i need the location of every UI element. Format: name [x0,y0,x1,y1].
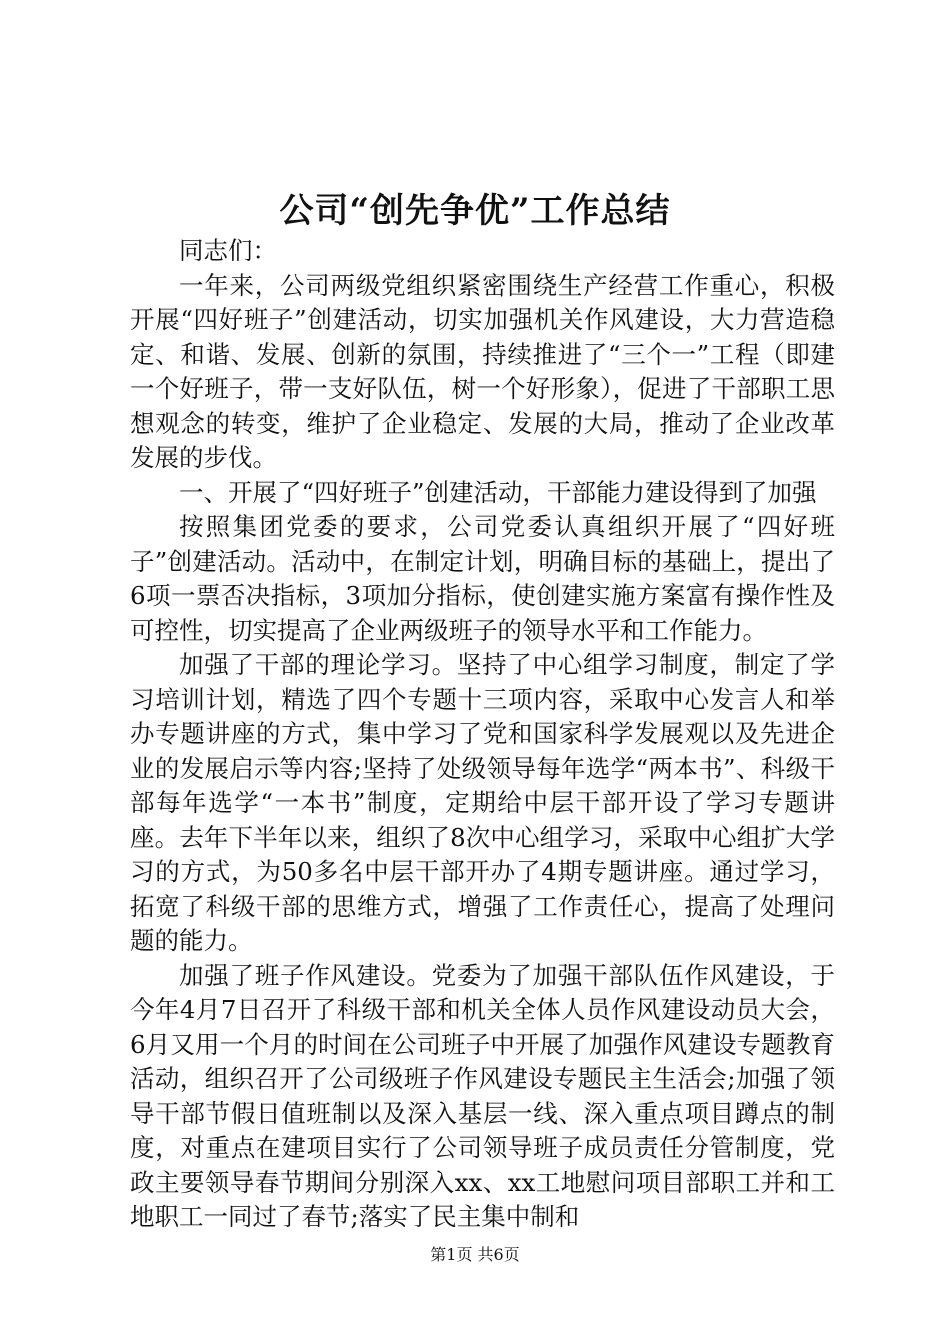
salutation-paragraph: 同志们： [179,236,277,265]
body-paragraph: 加强了干部的理论学习。坚持了中心组学习制度，制定了学习培训计划，精选了四个专题十三项内容，采取中心发言人和举办专题讲座的方式，集中学习了党和国家科学发展观以及先进企业的发展启示等内容;坚持了处级领导每年选学“两本书”、科级干部每年选学“一本书”制度，定期给中层干部开设了学习专题讲座。去年下半年以来，组织了8次中心组学习，采取中心组扩大学习的方式，为50多名中层干部开办了4期专题讲座。通过学习，拓宽了科级干部的思维方式，增强了工作责任心，提高了处理问题的能力。 [130,650,835,955]
intro-paragraph: 一年来，公司两级党组织紧密围绕生产经营工作重心，积极开展“四好班子”创建活动，切实加强机关作风建设，大力营造稳定、和谐、发展、创新的氛围，持续推进了“三个一”工程（即建一个好班子，带一支好队伍，树一个好形象），促进了干部职工思想观念的转变，维护了企业稳定、发展的大局，推动了企业改革发展的步伐。 [130,270,835,472]
section-heading-1: 一、开展了“四好班子”创建活动，干部能力建设得到了加强 [179,477,817,507]
body-paragraph: 按照集团党委的要求，公司党委认真组织开展了“四好班子”创建活动。活动中，在制定计划，明确目标的基础上，提出了6项一票否决指标，3项加分指标，使创建实施方案富有操作性及可控性，切实提高了企业两级班子的领导水平和工作能力。 [130,512,835,645]
body-paragraph: 加强了班子作风建设。党委为了加强干部队伍作风建设，于今年4月7日召开了科级干部和机关全体人员作风建设动员大会，6月又用一个月的时间在公司班子中开展了加强作风建设专题教育活动，组织召开了公司级班子作风建设专题民主生活会;加强了领导干部节假日值班制以及深入基层一线、深入重点项目蹲点的制度，对重点在建项目实行了公司领导班子成员责任分管制度，党政主要领导春节期间分别深入xx、xx工地慰问项目部职工并和工地职工一同过了春节;落实了民主集中制和 [130,960,835,1231]
document-title: 公司“创先争优”工作总结 [279,191,671,231]
page-footer: 第1页 共6页 [430,1245,520,1264]
document-body [130,234,835,1235]
